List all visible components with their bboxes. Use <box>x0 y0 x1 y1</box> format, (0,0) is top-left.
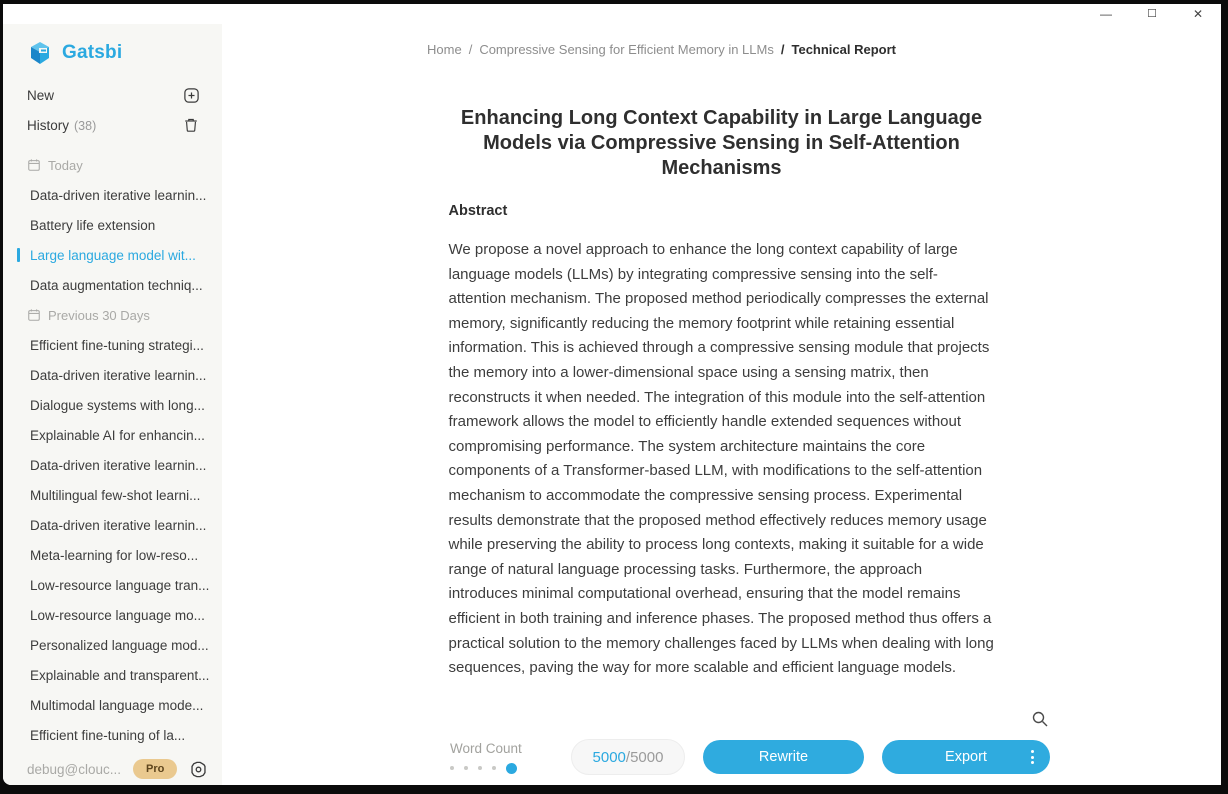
word-count-slider[interactable] <box>450 763 543 773</box>
minimize-button[interactable]: — <box>1100 7 1112 21</box>
slider-dot[interactable] <box>450 766 454 770</box>
abstract-heading: Abstract <box>448 203 508 219</box>
history-item[interactable]: Explainable and transparent... <box>30 667 210 683</box>
gatsbi-logo-icon <box>27 40 53 66</box>
sidebar <box>3 24 222 785</box>
history-item[interactable]: Efficient fine-tuning strategi... <box>30 337 204 353</box>
account-row <box>3 750 222 794</box>
maximize-button[interactable]: ☐ <box>1147 7 1157 20</box>
search-icon[interactable] <box>1031 710 1049 728</box>
history-item[interactable]: Data-driven iterative learnin... <box>30 187 207 203</box>
slider-dot[interactable] <box>478 766 482 770</box>
breadcrumb-item[interactable]: Technical Report <box>791 42 896 57</box>
history-item[interactable]: Data augmentation techniq... <box>30 277 203 293</box>
export-label: Export <box>945 749 987 765</box>
history-item[interactable]: Personalized language mod... <box>30 637 209 653</box>
history-group-label: Today <box>3 150 222 180</box>
word-count-block <box>450 741 543 773</box>
history-label: History <box>27 117 70 133</box>
abstract-text: We propose a novel approach to enhance the long context capability of large language models (LLMs) by integrating compressive sensing into the self-attention mechanism. The proposed method periodically compresses the external memory, significantly reducing the memory footprint while retaining essential information. This is achieved through a compressive sensing module that projects the memory into a lower-dimensional space using a sensing matrix, then reconstructs it when needed. The integration of this module into the self-attention framework allows the model to efficiently handle extended sequences without compromising performance. The system architecture maintains the core components of a Transformer-based LLM, with modifications to the self-attention mechanism to accommodate the compressive sensing process. Experimental results demonstrate that the proposed method effectively reduces memory usage while preserving the ability to process long contexts, making it suitable for a wide range of natural language processing tasks. Furthermore, the approach introduces minimal computational overhead, ensuring that the model remains efficient in both training and inference phases. The proposed method thus offers a practical solution to the memory challenges faced by LLMs when dealing with long sequences, paving the way for more scalable and efficient language models. <box>448 241 994 677</box>
word-count-value[interactable] <box>571 739 685 775</box>
count-current: 5000 <box>592 748 626 766</box>
sidebar-item-new[interactable] <box>3 80 222 110</box>
history-item[interactable]: Low-resource language tran... <box>30 577 210 593</box>
pro-badge[interactable]: Pro <box>133 759 177 779</box>
export-options-kebab-icon[interactable] <box>1031 750 1034 764</box>
word-count-label: Word Count <box>450 741 522 756</box>
history-item[interactable]: Dialogue systems with long... <box>30 397 205 413</box>
rewrite-label: Rewrite <box>758 749 809 765</box>
trash-icon[interactable] <box>183 117 200 134</box>
history-item[interactable]: Meta-learning for low-reso... <box>30 547 199 563</box>
title-bar <box>3 4 1221 24</box>
breadcrumb-item[interactable]: Home <box>427 42 462 57</box>
history-item[interactable]: Data-driven iterative learnin... <box>30 517 207 533</box>
document-area[interactable] <box>222 24 1221 785</box>
new-label: New <box>27 87 55 103</box>
new-document-icon[interactable] <box>183 87 200 104</box>
settings-gear-icon[interactable] <box>189 760 208 779</box>
history-item[interactable]: Efficient fine-tuning of la... <box>30 727 186 743</box>
history-item[interactable]: Low-resource language mo... <box>30 607 205 623</box>
breadcrumb-separator: / <box>468 42 473 57</box>
count-total: /5000 <box>625 748 664 766</box>
history-group-label: Previous 30 Days <box>3 300 222 330</box>
calendar-icon <box>27 158 41 172</box>
account-email[interactable]: debug@clouc... <box>27 761 122 777</box>
breadcrumb-separator: / <box>780 42 785 57</box>
calendar-icon <box>27 308 41 322</box>
slider-dot[interactable] <box>492 766 496 770</box>
rewrite-button[interactable] <box>703 740 864 774</box>
history-item[interactable]: Battery life extension <box>30 217 156 233</box>
history-item[interactable]: Multilingual few-shot learni... <box>30 487 201 503</box>
document-title: Enhancing Long Context Capability in Large Language Models via Compressive Sensing in Self-Attention Mechanisms <box>460 107 983 179</box>
export-button[interactable] <box>882 740 1050 774</box>
close-button[interactable]: ✕ <box>1192 7 1204 21</box>
sidebar-item-history[interactable] <box>3 110 222 140</box>
main-content <box>222 24 1221 785</box>
history-item[interactable]: Data-driven iterative learnin... <box>30 367 207 383</box>
logo-text: Gatsbi <box>62 42 123 63</box>
history-item[interactable]: Data-driven iterative learnin... <box>30 457 207 473</box>
bottom-bar <box>450 739 1050 775</box>
history-item[interactable]: Multimodal language mode... <box>30 697 204 713</box>
history-item[interactable]: Large language model wit... <box>3 240 222 270</box>
history-count: (38) <box>74 118 97 133</box>
app-window <box>3 4 1221 785</box>
breadcrumb-item[interactable]: Compressive Sensing for Efficient Memory in LLMs <box>479 42 774 57</box>
history-list <box>3 150 222 750</box>
slider-dot[interactable] <box>464 766 468 770</box>
logo[interactable] <box>3 24 222 80</box>
slider-handle[interactable] <box>506 763 517 774</box>
history-item[interactable]: Explainable AI for enhancin... <box>30 427 205 443</box>
